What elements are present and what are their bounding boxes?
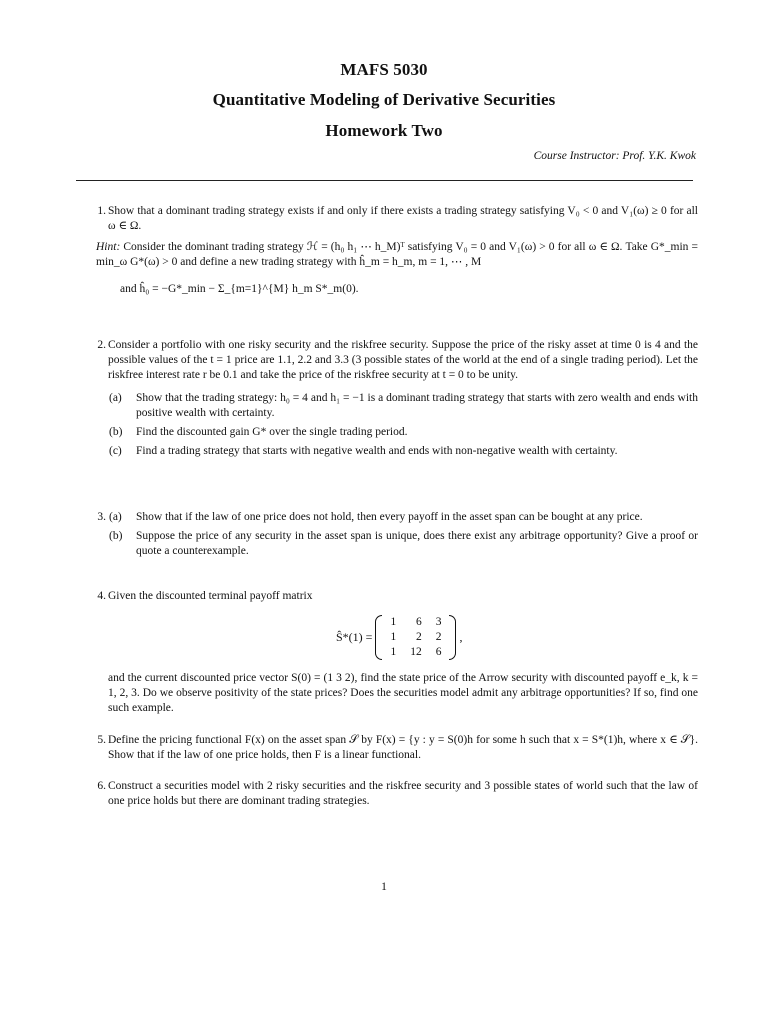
homework-title: Homework Two: [325, 121, 443, 140]
part-a: [109, 391, 698, 421]
problem-2: [88, 338, 698, 459]
problem-text: and the current discounted price vector S(0) = (1 3 2), find the state price of the Arrow security with discounted payoff e_k, k = 1, 2, 3. Do we observe positivity of the state prices? Does the securities model admit any arbitrage opportunities? If so, find one such example.: [108, 672, 698, 714]
problem-number: 1.: [97, 205, 106, 217]
page-number: 1: [381, 881, 387, 893]
document-title: Quantitative Modeling of Derivative Securities: [212, 90, 556, 109]
problem-1: [88, 204, 698, 297]
payoff-matrix: [375, 615, 456, 660]
matrix-cell: 2: [415, 631, 422, 643]
problem-6: [88, 779, 698, 809]
problem-text: Define the pricing functional F(x) on the asset span 𝒮 by F(x) = {y : y = S(0)h for some h such that x = S*(1)h, where x ∈ 𝒮}. Show that if the law of one price holds, then F is a linear functional.: [108, 734, 698, 761]
part-text: Suppose the price of any security in the asset span is unique, does there exist any arbitrage opportunity? Give a proof or quote a counterexample.: [136, 530, 698, 557]
matrix-cell: 1: [390, 631, 397, 643]
matrix-lhs: Ŝ*(1) =: [336, 630, 373, 644]
part-text: Find a trading strategy that starts with negative wealth and ends with non-negative wealth with certainty.: [136, 445, 618, 457]
matrix-cell: 2: [435, 631, 442, 643]
matrix-cell: 6: [435, 646, 442, 658]
hint: [96, 240, 698, 270]
matrix-cell: 1: [390, 646, 397, 658]
hint-label: Hint:: [96, 241, 121, 253]
part-b: [109, 529, 698, 559]
matrix-cell: 12: [410, 646, 422, 658]
hint-tail: and ĥ₀ = −G*_min − Σ_{m=1}^{M} h_m S*_m(0).: [120, 283, 359, 295]
part-a: [109, 510, 698, 525]
part-text: Show that if the law of one price does not hold, then every payoff in the asset span can be bought at any price.: [136, 511, 643, 523]
part-b: [109, 425, 698, 440]
part-label: (c): [109, 445, 122, 457]
problem-number: 4.: [97, 590, 106, 602]
problem-5: [88, 733, 698, 763]
problem-number: 6.: [97, 780, 106, 792]
matrix-cell: 3: [435, 616, 442, 628]
matrix-tail: ,: [459, 630, 463, 644]
instructor-line: Course Instructor: Prof. Y.K. Kwok: [533, 150, 696, 162]
problem-number: 3.: [97, 511, 106, 523]
part-label: (a): [109, 392, 122, 404]
payoff-matrix-equation: [336, 615, 462, 660]
problem-4: [88, 589, 698, 604]
header-divider: [76, 180, 693, 181]
problem-number: 2.: [97, 339, 106, 351]
problem-text: Consider a portfolio with one risky security and the riskfree security. Suppose the price of the risky asset at time 0 is 4 and the possible values of the t = 1 price are 1.1, 2.2 and 3.3 (3 possible states of the world at the end of a single trading period). Let the riskfree interest rate r be 0.1 and take the price of the riskfree security at t = 0 to be unity.: [108, 339, 698, 381]
part-label: (b): [109, 426, 123, 438]
hint-text: Consider the dominant trading strategy ℋ = (h₀ h₁ ⋯ h_M)ᵀ satisfying V₀ = 0 and V₁(ω) > 0 for all ω ∈ Ω. Take G*_min = min_ω G*(ω) > 0 and define a new trading strategy with ĥ_m = h_m, m = 1, ⋯ , M: [96, 241, 699, 268]
course-code: MAFS 5030: [340, 60, 428, 79]
part-label: (a): [109, 511, 122, 523]
matrix-cell: 1: [390, 616, 397, 628]
part-text: Show that the trading strategy: h₀ = 4 and h₁ = −1 is a dominant trading strategy that starts with zero wealth and ends with positive wealth with certainty.: [136, 392, 698, 419]
problem-intro: Given the discounted terminal payoff matrix: [108, 590, 313, 602]
part-text: Find the discounted gain G* over the single trading period.: [136, 426, 408, 438]
part-label: (b): [109, 530, 123, 542]
problem-text: Construct a securities model with 2 risky securities and the riskfree security and 3 possible states of world such that the law of one price holds but there are dominant trading strategies.: [108, 780, 698, 807]
problem-text: Show that a dominant trading strategy exists if and only if there exists a trading strategy satisfying V₀ < 0 and V₁(ω) ≥ 0 for all ω ∈ Ω.: [108, 205, 698, 232]
problem-number: 5.: [97, 734, 106, 746]
part-c: [109, 444, 698, 459]
problem-3: [88, 510, 698, 559]
problem-4-continued: [88, 671, 698, 716]
matrix-cell: 6: [415, 616, 422, 628]
